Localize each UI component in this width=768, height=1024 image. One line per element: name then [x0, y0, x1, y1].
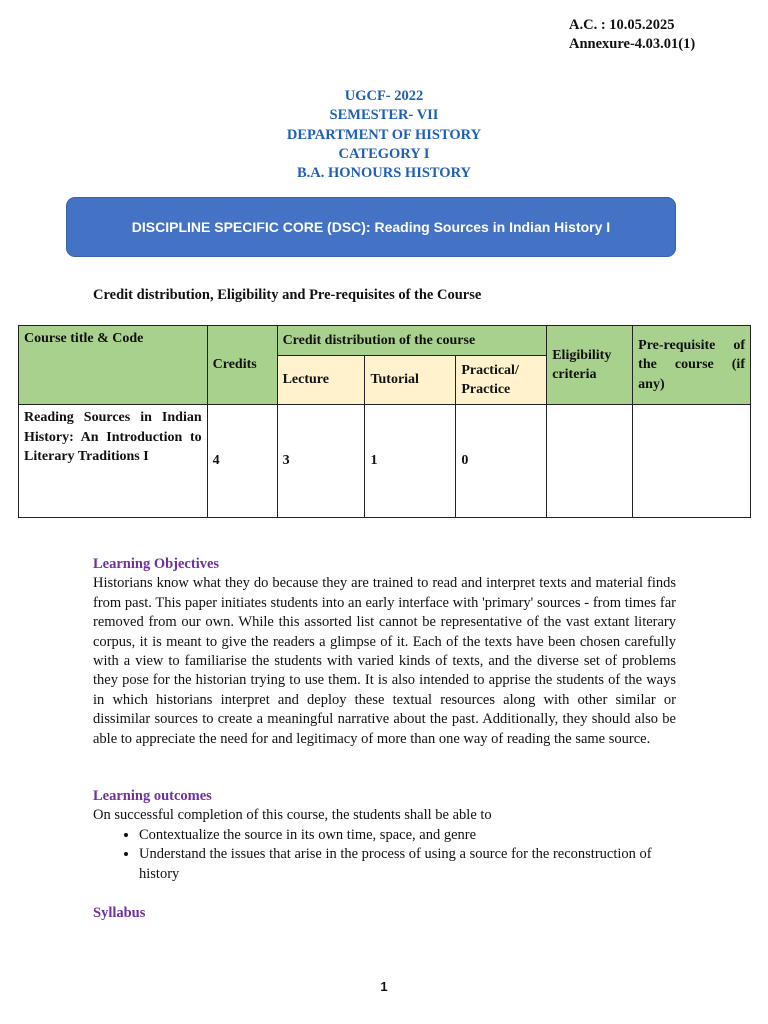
dsc-banner-text: DISCIPLINE SPECIFIC CORE (DSC): Reading Sources in Indian History I	[131, 219, 611, 235]
learning-outcomes-heading: Learning outcomes	[93, 788, 212, 804]
eligibility-cell	[547, 405, 633, 518]
header-course-title: Course title & Code	[19, 326, 208, 405]
learning-objectives-body: Historians know what they do because they are trained to read and interpret texts and material finds from past. This paper initiates students into an early interface with 'primary' sources - from times far removed from our own. While this assorted list cannot be representative of the vast extant literary corpus, it is meant to give the readers a glimpse of it. Each of the texts have been chosen carefully with a view to familiarise the students with varied kinds of texts, and the diverse set of problems they pose for the historian trying to use them. It is also intended to apprise the students of the ways in which historians interpret and deploy these textual resources along with other similar or dissimilar sources to create a meaningful narrative about the past. Additionally, they should also be able to appreciate the need for and legitimacy of more than one way of reading the same source.	[93, 575, 676, 747]
credits-cell: 4	[207, 405, 277, 518]
reference-block	[569, 16, 759, 54]
page-number: 1	[380, 979, 388, 994]
learning-objectives-heading: Learning Objectives	[93, 556, 220, 572]
learning-outcomes-intro: On successful completion of this course, the students shall be able to	[93, 807, 492, 824]
credit-section-title: Credit distribution, Eligibility and Pre-requisites of the Course	[93, 287, 482, 303]
prerequisite-cell	[633, 405, 751, 518]
header-tutorial: Tutorial	[365, 356, 456, 405]
credit-distribution-table	[18, 325, 751, 518]
semester-line: SEMESTER- VII	[329, 107, 439, 124]
header-eligibility: Eligibility criteria	[547, 326, 633, 405]
header-practical: Practical/ Practice	[456, 356, 547, 405]
lecture-cell: 3	[277, 405, 365, 518]
ac-date: A.C. : 10.05.2025	[569, 17, 675, 33]
ugcf-line: UGCF- 2022	[344, 88, 424, 104]
department-line: DEPARTMENT OF HISTORY	[286, 126, 482, 143]
syllabus-section	[93, 904, 676, 923]
syllabus-heading: Syllabus	[93, 905, 146, 921]
course-heading-block	[0, 87, 768, 183]
list-item: • Contextualize the source in its own time, space, and genre	[139, 826, 676, 845]
table-header-row	[19, 326, 751, 356]
learning-outcomes-section	[93, 787, 676, 884]
table-row	[19, 405, 751, 518]
learning-objectives-section	[93, 555, 676, 749]
header-credit-distribution: Credit distribution of the course	[277, 326, 547, 356]
category-line: CATEGORY I	[338, 145, 430, 162]
header-prerequisite: Pre-requisite of the course (if any)	[633, 326, 751, 405]
learning-outcomes-list	[93, 826, 676, 884]
header-credits: Credits	[207, 326, 277, 405]
dsc-banner	[66, 197, 676, 257]
course-title-cell: Reading Sources in Indian History: An Introduction to Literary Traditions I	[19, 405, 208, 518]
list-item: • Understand the issues that arise in the process of using a source for the reconstruction of history	[139, 845, 676, 884]
practical-cell: 0	[456, 405, 547, 518]
tutorial-cell: 1	[365, 405, 456, 518]
annexure-number: Annexure-4.03.01(1)	[569, 36, 696, 52]
programme-line: B.A. HONOURS HISTORY	[296, 165, 472, 182]
header-lecture: Lecture	[277, 356, 365, 405]
